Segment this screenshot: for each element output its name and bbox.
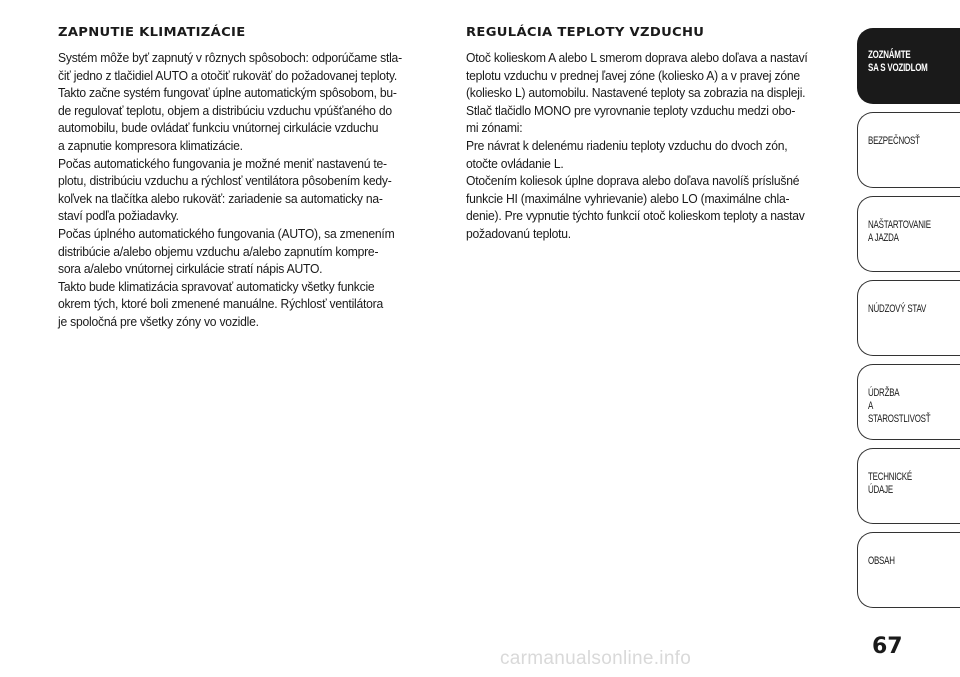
chapter-tab-line2: A STAROSTLIVOSŤ [868, 400, 931, 425]
chapter-tab-label [868, 219, 942, 245]
chapter-tab[interactable] [857, 280, 960, 356]
chapter-tab-line2: SA S VOZIDLOM [868, 62, 928, 74]
text-line: automobilu, bude ovládať funkciu vnútornej cirkulácie vzduchu [58, 120, 379, 136]
chapter-tab-label [868, 49, 938, 75]
text-line: Takto začne systém fungovať úplne automatickým spôsobom, bu- [58, 85, 397, 101]
watermark: carmanualsonline.info [500, 648, 692, 669]
text-line: (koliesko L) automobilu. Nastavené teploty sa zobrazia na displeji. [466, 85, 806, 101]
chapter-tab[interactable] [857, 532, 960, 608]
right-column [466, 24, 850, 243]
text-line: okrem tých, ktoré boli zmenené manuálne. Rýchlosť ventilátora [58, 296, 384, 312]
section-body-temperature [466, 49, 849, 243]
chapter-tab-line1: ZOZNÁMTE [868, 49, 911, 61]
chapter-tab[interactable] [857, 28, 960, 104]
text-line: Systém môže byť zapnutý v rôznych spôsoboch: odporúčame stla- [58, 50, 402, 65]
text-line: mi zónami: [466, 120, 523, 136]
text-line: Počas úplného automatického fungovania (AUTO), sa zmenením [58, 225, 395, 241]
text-line: otočte ovládanie L. [466, 155, 564, 171]
chapter-tab-line1: OBSAH [868, 555, 895, 567]
text-line: je spoločná pre všetky zóny vo vozidle. [58, 313, 259, 329]
text-line: de regulovať teplotu, objem a distribúciu vzduchu vpúšťaného do [58, 102, 392, 118]
text-line: Takto bude klimatizácia spravovať automaticky všetky funkcie [58, 278, 375, 294]
chapter-tab-label [868, 471, 920, 497]
chapter-tab-label [868, 387, 946, 426]
text-line: sora a/alebo vnútornej cirkulácie stratí nápis AUTO. [58, 261, 323, 277]
text-line: Pre návrat k delenému riadeniu teploty vzduchu do dvoch zón, [466, 137, 788, 153]
section-heading-climate-on: ZAPNUTIE KLIMATIZÁCIE [58, 24, 246, 39]
text-line: požadovanú teplotu. [466, 225, 571, 241]
chapter-tab-line2: ÚDAJE [868, 484, 893, 496]
chapter-tab[interactable] [857, 196, 960, 272]
chapter-tabs [857, 28, 960, 616]
text-line: čiť jedno z tlačidiel AUTO a otočiť rukoväť do požadovanej teploty. [58, 67, 398, 83]
chapter-tab-label [868, 303, 936, 316]
page-number: 67 [872, 634, 903, 659]
chapter-tab-label [868, 135, 929, 148]
chapter-tab[interactable] [857, 448, 960, 524]
text-line: denie). Pre vypnutie týchto funkcií otoč kolieskom teploty a nastav [466, 208, 805, 224]
chapter-tab-line1: TECHNICKÉ [868, 471, 912, 483]
chapter-tab-line1: ÚDRŽBA [868, 387, 900, 399]
left-column [58, 24, 442, 331]
text-line: koľvek na tlačítka alebo rukoväť: zariadenie sa automaticky na- [58, 190, 383, 206]
chapter-tab-line1: BEZPEČNOSŤ [868, 135, 920, 147]
text-line: funkcie HI (maximálne vyhrievanie) alebo LO (maximálne chla- [466, 190, 790, 206]
text-line: teplotu vzduchu v prednej ľavej zóne (koliesko A) a v pravej zóne [466, 67, 800, 83]
text-line: Otočením koliesok úplne doprava alebo doľava navolíš príslušné [466, 173, 800, 189]
text-line: distribúcie a/alebo objemu vzduchu a/alebo zapnutím kompre- [58, 243, 379, 259]
chapter-tab-label [868, 555, 899, 568]
text-line: Stlač tlačidlo MONO pre vyrovnanie teploty vzduchu medzi obo- [466, 102, 796, 118]
text-line: plotu, distribúciu vzduchu a rýchlosť ventilátora pôsobením kedy- [58, 173, 392, 189]
section-body-climate-on [58, 49, 441, 331]
chapter-tab-line1: NAŠTARTOVANIE [868, 219, 931, 231]
text-line: a zapnutie kompresora klimatizácie. [58, 137, 243, 153]
chapter-tab[interactable] [857, 364, 960, 440]
chapter-tab[interactable] [857, 112, 960, 188]
text-line: Otoč kolieskom A alebo L smerom doprava alebo doľava a nastaví [466, 50, 808, 65]
chapter-tab-line1: NÚDZOVÝ STAV [868, 303, 927, 315]
section-heading-temperature: REGULÁCIA TEPLOTY VZDUCHU [466, 24, 705, 39]
chapter-tab-line2: A JAZDA [868, 232, 899, 244]
text-line: staví podľa požiadavky. [58, 208, 179, 224]
text-line: Počas automatického fungovania je možné meniť nastavenú te- [58, 155, 387, 171]
